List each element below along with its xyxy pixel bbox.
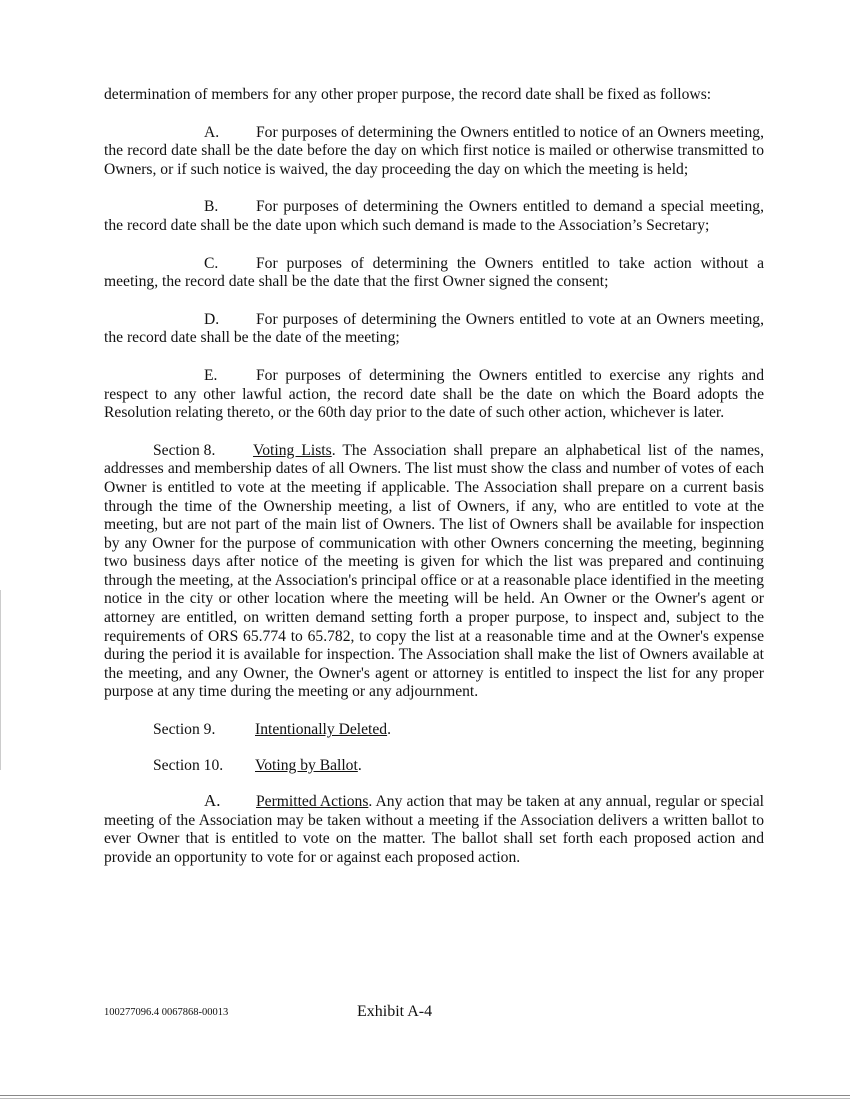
item-label: A.	[204, 123, 220, 141]
record-date-item-d	[104, 311, 764, 348]
section-10-heading	[153, 757, 764, 776]
section-text: . The Association shall prepare an alphabetical list of the names, addresses and membership dates of all Owners. The list must show the class and number of votes of each Owner is entitled to vote at the meeting if applicable. The Association shall prepare on a current basis through the time of the Ownership meeting, a list of Owners, if any, who are entitled to vote at the meeting, but are not part of the main list of Owners. The list of Owners shall be available for inspection by any Owner for the purpose of communication with other Owners concerning the meeting, beginning two business days after notice of the meeting is given for which the list was prepared and continuing through the meeting, at the Association's principal office or at a reasonable place identified in the meeting notice in the city or other location where the meeting will be held. An Owner or the Owner's agent or attorney are entitled, on written demand setting forth a proper purpose, to inspect and, subject to the requirements of ORS 65.774 to 65.782, to copy the list at a reasonable time and at the Owner's expense during the period it is available for inspection. The Association shall make the list of Owners available at the meeting, and any Owner, the Owner's agent or attorney is entitled to inspect the list for any proper purpose at any time during the meeting or any adjournment.	[104, 441, 764, 701]
item-label: C.	[204, 254, 219, 272]
section-end: .	[387, 721, 391, 739]
item-label: E.	[204, 366, 218, 384]
section-label: Section 10.	[153, 756, 224, 774]
item-label: A.	[204, 791, 221, 811]
item-text: For purposes of determining the Owners entitled to vote at an Owners meeting, the record date shall be the date of the meeting;	[104, 310, 764, 347]
subsection-a-permitted-actions	[104, 792, 764, 867]
exhibit-label: Exhibit A-4	[357, 1003, 433, 1020]
record-date-item-e	[104, 367, 764, 423]
section-8-paragraph	[104, 442, 764, 702]
record-date-item-c	[104, 255, 764, 292]
section-title: Voting by Ballot	[255, 756, 358, 774]
document-page	[104, 86, 764, 887]
section-title: Intentionally Deleted	[255, 721, 388, 739]
record-date-item-a	[104, 124, 764, 180]
section-label: Section 8.	[153, 441, 216, 459]
item-label: B.	[204, 198, 219, 216]
item-text: For purposes of determining the Owners entitled to demand a special meeting, the record date shall be the date upon which such demand is made to the Association’s Secretary;	[104, 198, 764, 234]
record-date-item-b	[104, 198, 764, 235]
section-title: Voting Lists	[253, 441, 332, 459]
item-text: For purposes of determining the Owners entitled to exercise any rights and respect to any other lawful action, the record date shall be the date on which the Board adopts the Resolution relating thereto, or the 60th day prior to the date of such other action, whichever is later.	[104, 366, 764, 422]
item-label: D.	[204, 310, 220, 328]
scan-edge-line	[0, 1095, 850, 1096]
subsection-text: . Any action that may be taken at any annual, regular or special meeting of the Association may be taken without a meeting if the Association delivers a written ballot to ever Owner that is entitled to vote on the matter. The ballot shall set forth each proposed action and provide an opportunity to vote for or against each proposed action.	[104, 793, 764, 866]
section-9-heading	[153, 721, 764, 740]
document-id: 100277096.4 0067868-00013	[104, 1007, 229, 1018]
item-text: For purposes of determining the Owners entitled to notice of an Owners meeting, the record date shall be the date before the day on which first notice is mailed or otherwise transmitted to Owners, or if such notice is waived, the day proceeding the day on which the meeting is held;	[104, 123, 764, 178]
section-label: Section 9.	[153, 721, 216, 739]
scan-edge-line	[0, 1098, 850, 1099]
item-text: For purposes of determining the Owners entitled to take action without a meeting, the record date shall be the date that the first Owner signed the consent;	[104, 254, 764, 291]
intro-paragraph: determination of members for any other proper purpose, the record date shall be fixed as follows:	[104, 86, 712, 103]
subsection-title: Permitted Actions	[256, 793, 369, 811]
section-end: .	[357, 756, 362, 774]
page-footer	[104, 1003, 764, 1023]
scan-left-edge	[0, 590, 1, 770]
